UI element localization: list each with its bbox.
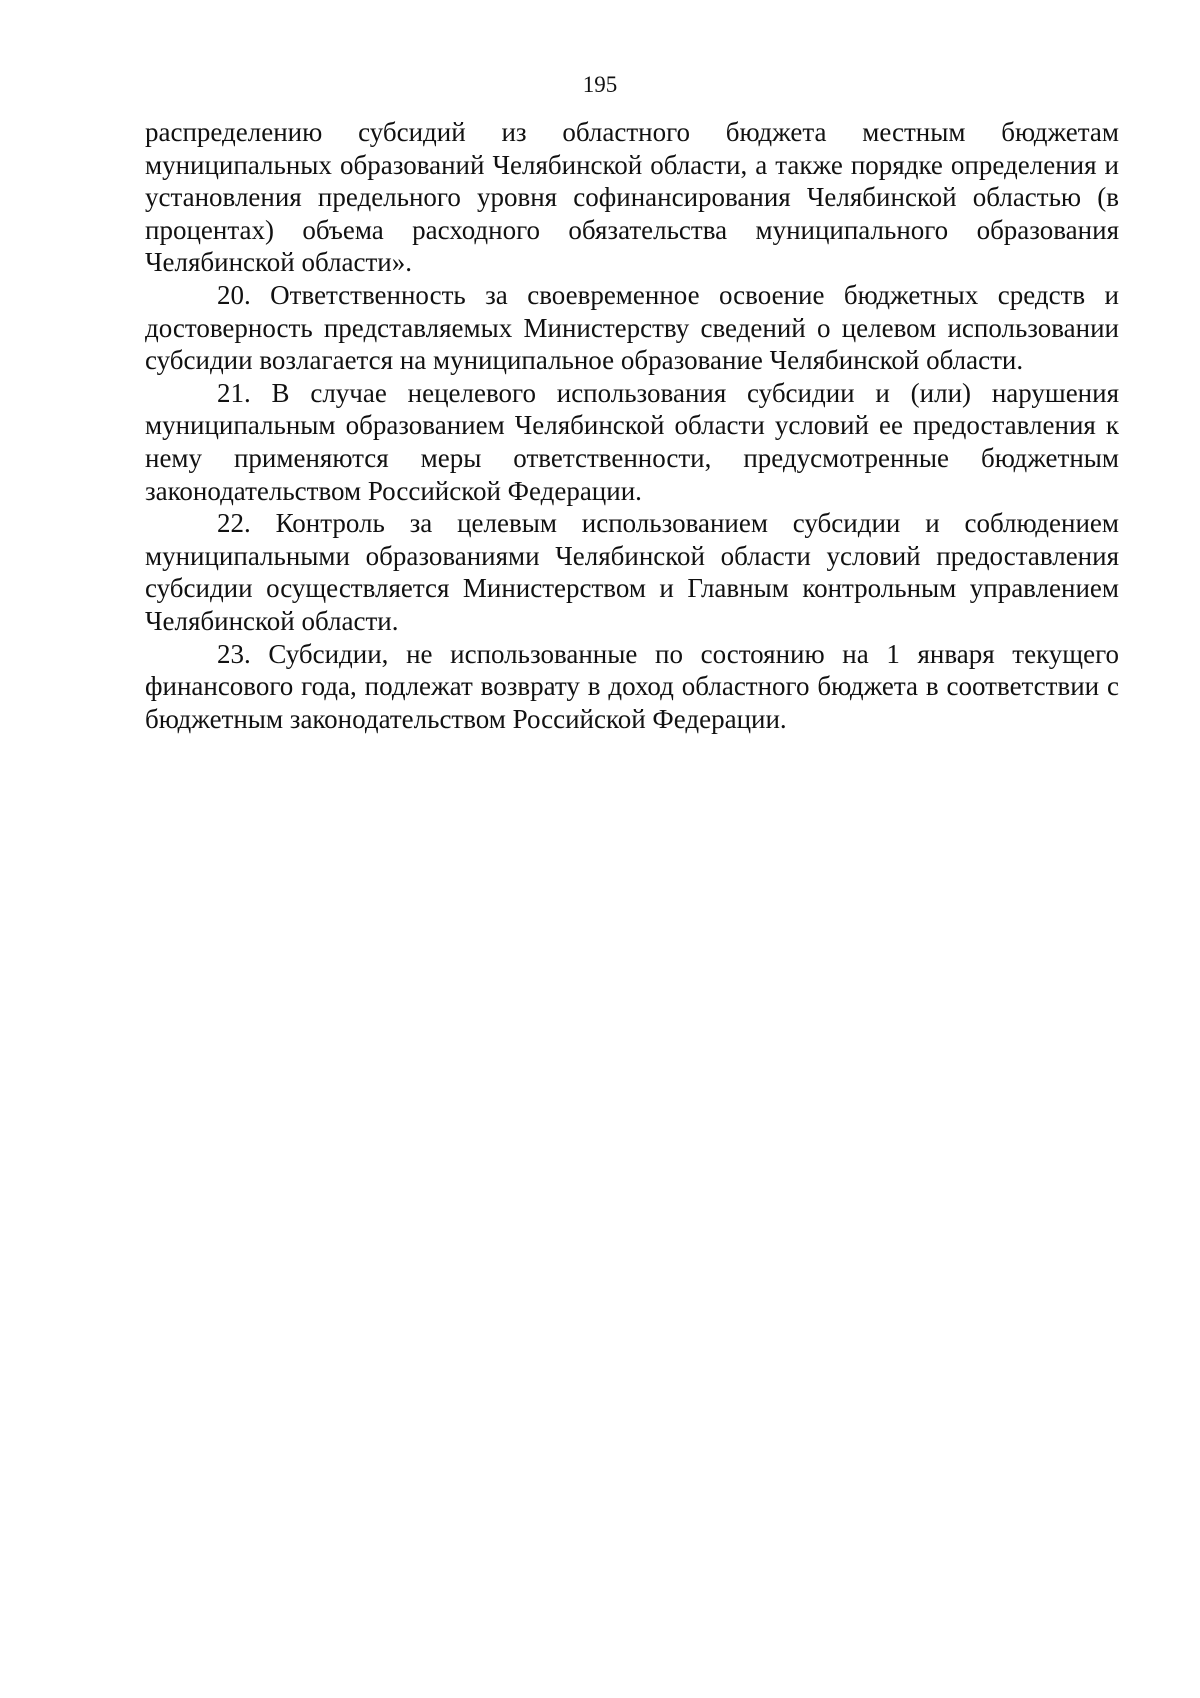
page-number: 195 — [582, 72, 618, 97]
paragraph-21: 21. В случае нецелевого использования субсидии и (или) нарушения муниципальным образованием Челябинской области условий ее предоставления к нему применяются меры ответственности, предусмотренные бюджетным законодательством Российской Федерации. — [145, 377, 1119, 506]
paragraph-continuation: распределению субсидий из областного бюджета местным бюджетам муниципальных образований Челябинской области, а также порядке определения и установления предельного уровня софинансирования Челябинской областью (в процентах) объема расходного обязательства муниципального образования Челябинской области». — [145, 117, 1119, 278]
paragraph-22: 22. Контроль за целевым использованием субсидии и соблюдением муниципальными образованиями Челябинской области условий предоставления субсидии осуществляется Министерством и Главным контрольным управлением Челябинской области. — [145, 508, 1119, 636]
document-body — [145, 116, 1119, 735]
paragraph-20: 20. Ответственность за своевременное освоение бюджетных средств и достоверность представляемых Министерству сведений о целевом использовании субсидии возлагается на муниципальное образование Челябинской области. — [145, 279, 1119, 376]
paragraph-23: 23. Субсидии, не использованные по состоянию на 1 января текущего финансового года, подлежат возврату в доход областного бюджета в соответствии с бюджетным законодательством Российской Федерации. — [145, 638, 1119, 734]
